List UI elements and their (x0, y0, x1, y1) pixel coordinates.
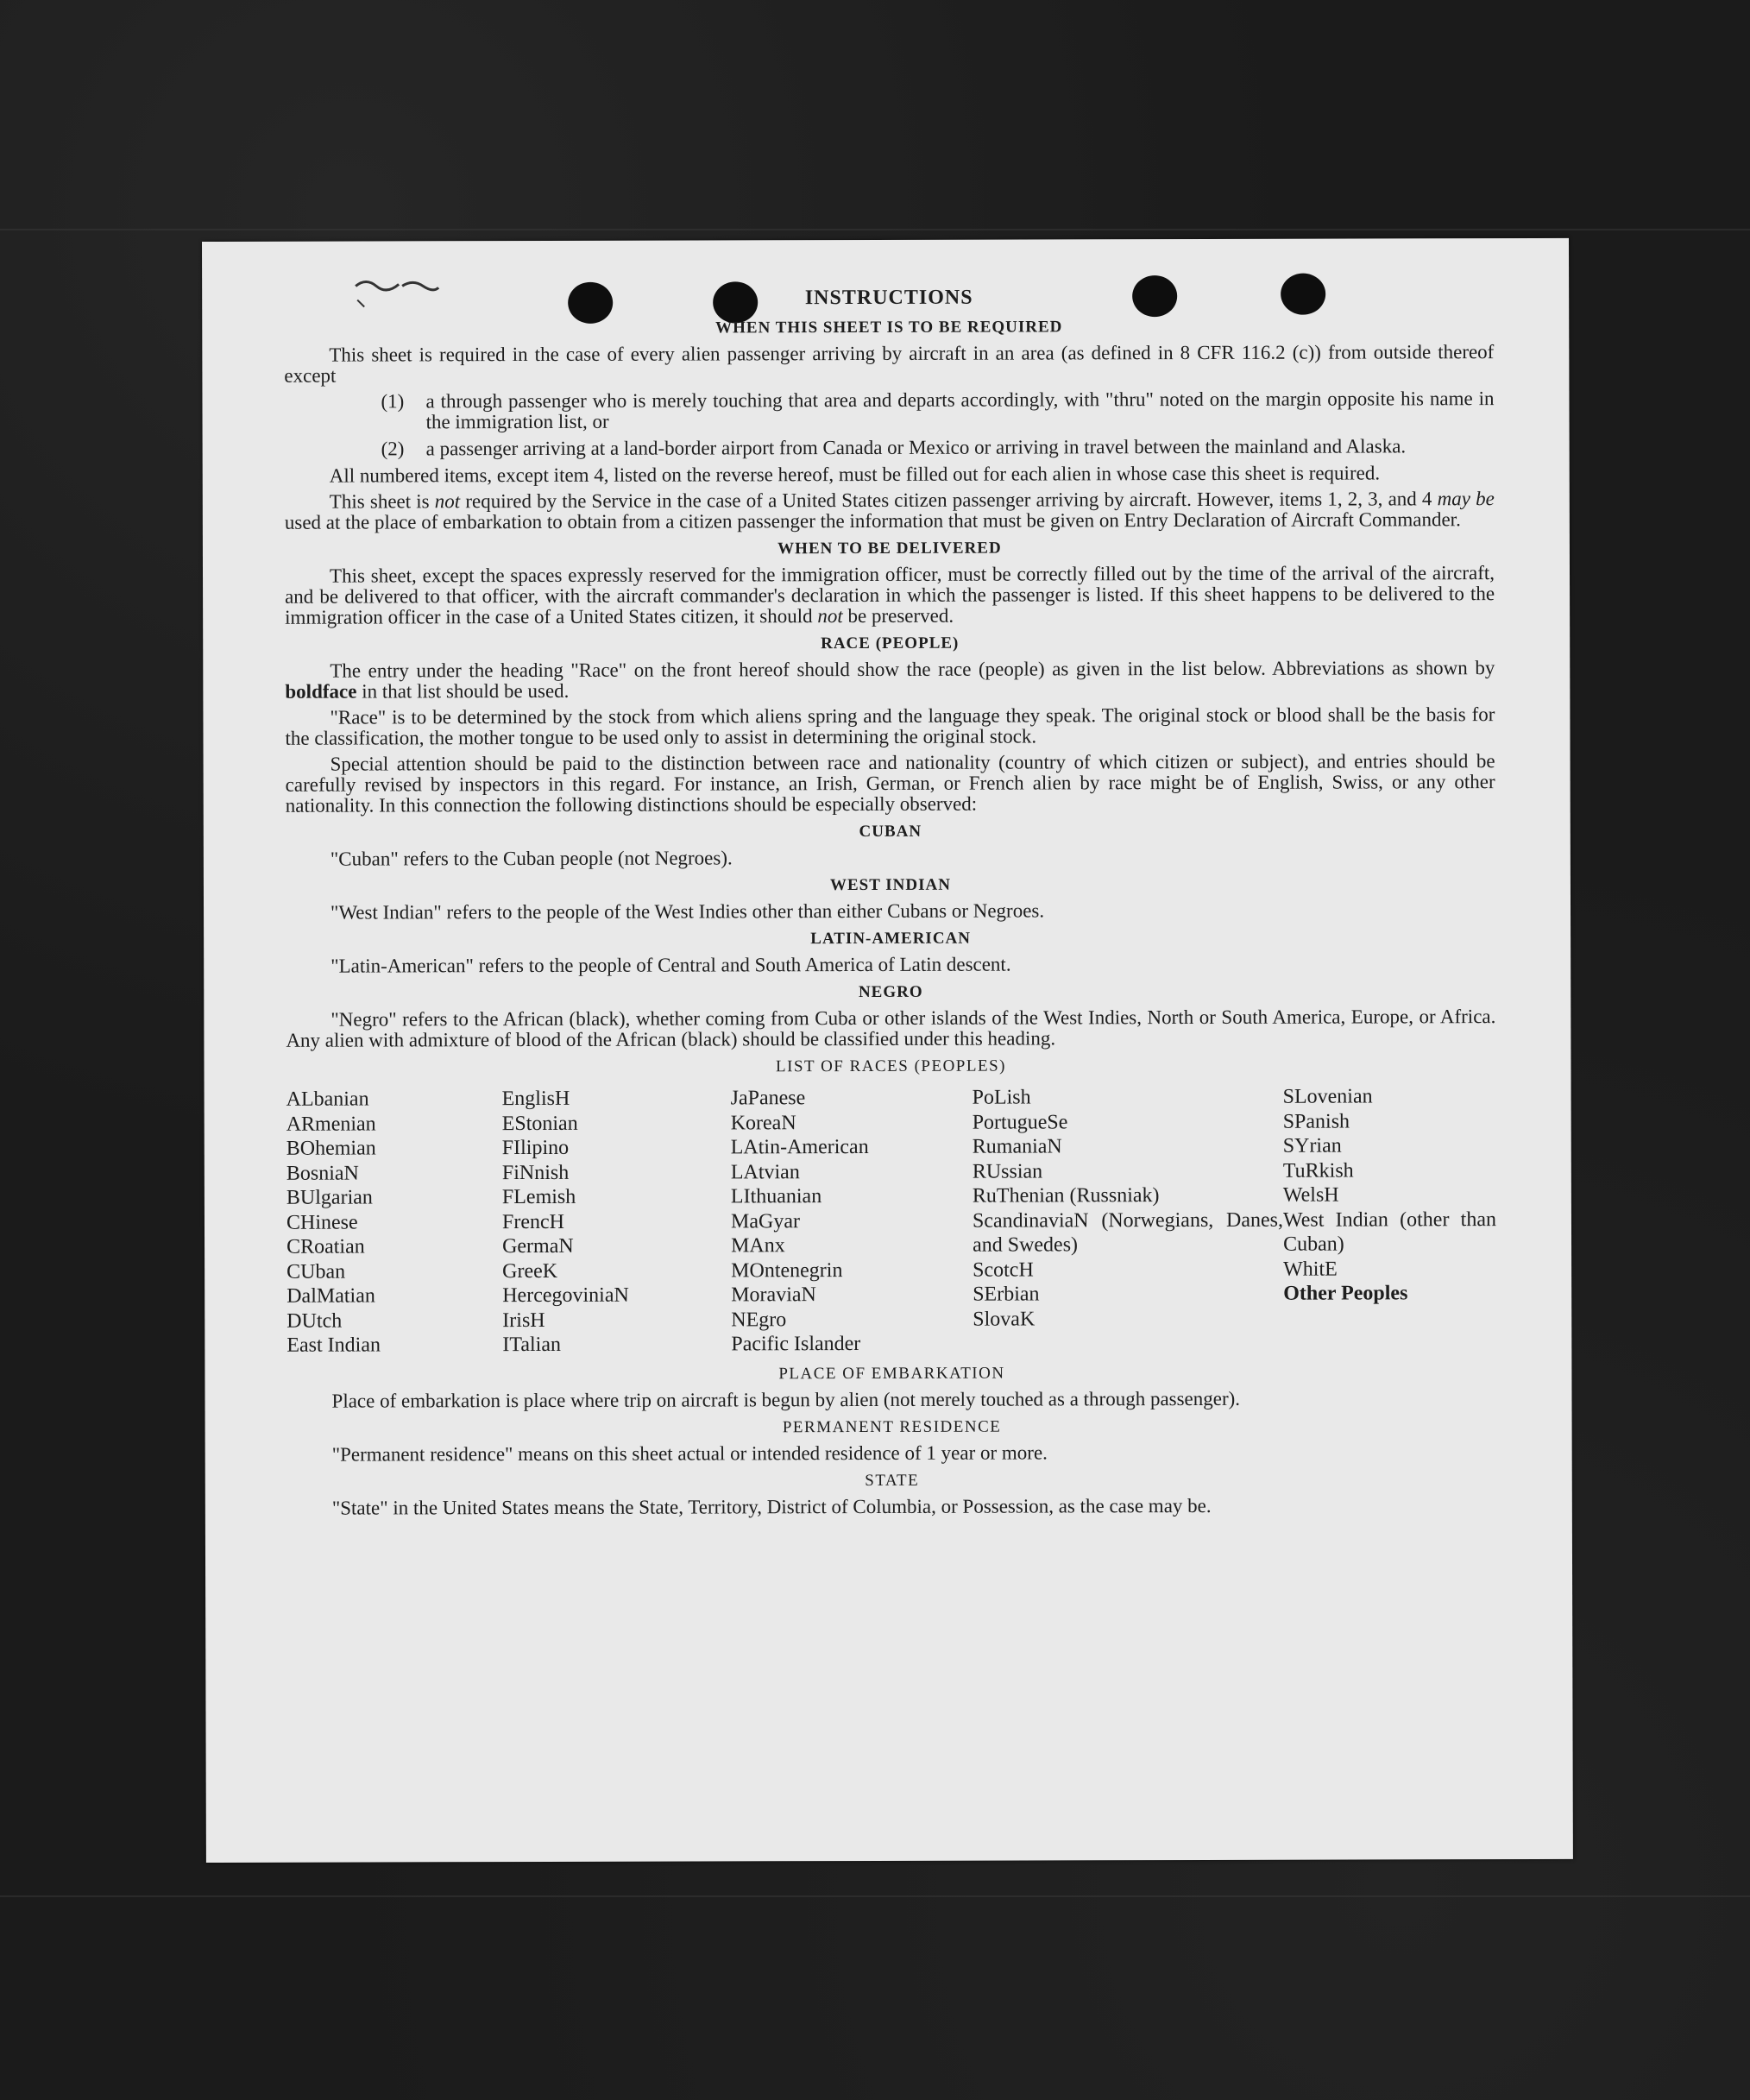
item-number: (2) (381, 438, 405, 460)
heading-cuban: CUBAN (859, 822, 922, 842)
race-entry: JaPanese (730, 1087, 806, 1110)
definition: "West Indian" refers to the people of the West Indies other than either Cubans or Negroes. (330, 899, 1045, 924)
heading-list-of-races: LIST OF RACES (PEOPLES) (776, 1056, 1006, 1076)
heading-latin-american: LATIN-AMERICAN (810, 929, 972, 949)
race-entry: RumaniaN (972, 1135, 1062, 1158)
race-entry: ScandinaviaN (Norwegians, Danes, and Swedes) (972, 1208, 1284, 1257)
race-entry: HercegoviniaN (502, 1283, 629, 1308)
text-span: be preserved. (842, 604, 954, 627)
race-entry: MoraviaN (731, 1283, 816, 1307)
item-text: a through passenger who is merely touching that area and departs accordingly, with "thru" noted on the margin opposite his name in the immigration list, or (425, 388, 1495, 433)
race-entry: ALbanian (286, 1088, 369, 1111)
race-entry: BOhemian (286, 1137, 376, 1160)
item-number: (1) (381, 390, 405, 413)
race-entry: FIlipino (501, 1136, 570, 1160)
race-entry: RUssian (972, 1159, 1043, 1183)
race-entry: DalMatian (286, 1284, 375, 1308)
race-group (973, 1085, 1283, 1208)
text-span: This sheet, except the spaces expressly reserved for the immigration officer, must be correctly filled out by the time of the arrival of the aircraft, and be delivered to that officer, with the aircraft commander's declaration in which the passenger is listed. If this sheet happens to be delivered to the immigration officer in the case of a United States citizen, it should (285, 562, 1495, 628)
paragraph (285, 563, 1495, 628)
heading-race: RACE (PEOPLE) (821, 634, 960, 653)
race-entry: LAtvian (730, 1160, 800, 1183)
definition: "Latin-American" refers to the people of Central and South America of Latin descent. (330, 953, 1011, 977)
race-entry: IrisH (502, 1309, 545, 1332)
race-entry: SYrian (1282, 1134, 1342, 1157)
text-span: in that list should be used. (356, 679, 570, 703)
race-column (502, 1086, 732, 1357)
definition: "Permanent residence" means on this sheet actual or intended residence of 1 year or more. (331, 1441, 1048, 1466)
race-column (286, 1087, 503, 1358)
race-entry: ITalian (502, 1333, 562, 1357)
race-entry: FLemish (501, 1185, 576, 1209)
race-group (973, 1257, 1283, 1331)
race-entry: PoLish (972, 1086, 1031, 1109)
text-span: This sheet is (329, 490, 435, 513)
race-entry: BosniaN (286, 1162, 359, 1185)
race-entry: SlovaK (973, 1307, 1036, 1331)
race-entry: GreeK (502, 1259, 558, 1283)
heading-negro: NEGRO (858, 982, 923, 1002)
text-span: used at the place of embarkation to obtain from a citizen passenger the information that must be given on Entry Declaration of Aircraft Commander. (284, 508, 1461, 533)
race-entry: SLovenian (1282, 1085, 1373, 1108)
race-entry: SPanish (1282, 1110, 1350, 1133)
race-entry: WhitE (1283, 1258, 1338, 1281)
paragraph (285, 658, 1495, 703)
race-entry: FrencH (501, 1210, 564, 1233)
race-entry: ARmenian (286, 1112, 376, 1136)
race-entry: NEgro (731, 1308, 787, 1331)
race-entry: GermaN (502, 1234, 574, 1258)
heading-west-indian: WEST INDIAN (829, 875, 951, 895)
text-span: The entry under the heading "Race" on the front hereof should show the race (people) as given in the list below. Abbreviations as shown by (330, 657, 1495, 682)
heading-when-required: WHEN THIS SHEET IS TO BE REQUIRED (715, 318, 1063, 337)
numbered-item (381, 436, 1495, 459)
scan-artifact-line (0, 1895, 1750, 1897)
race-entry: CUban (286, 1260, 346, 1283)
race-entry: FiNnish (501, 1161, 570, 1184)
race-entry: West Indian (other than Cuban) (1282, 1208, 1497, 1256)
paragraph (285, 489, 1495, 533)
race-entry: East Indian (286, 1334, 381, 1357)
paragraph: "Race" is to be determined by the stock from which aliens spring and the language they speak. The original stock or blood shall be the basis for the classification, the mother tongue to be used only to assist in determining the original stock. (285, 703, 1495, 749)
race-entry: TuRkish (1282, 1159, 1354, 1182)
race-entry: EnglisH (501, 1087, 570, 1111)
race-entry: WelsH (1282, 1183, 1339, 1207)
bold-text: boldface (285, 680, 357, 703)
race-entry: MAnx (731, 1234, 785, 1258)
emphasis: not (434, 490, 461, 513)
item-text: a passenger arriving at a land-border airport from Canada or Mexico or arriving in travel between the mainland and Alaska. (425, 435, 1407, 460)
race-entry: Pacific Islander (731, 1333, 861, 1356)
definition: "State" in the United States means the State, Territory, District of Columbia, or Possession, as the case may be. (331, 1494, 1212, 1519)
race-entry: EStonian (501, 1112, 578, 1135)
race-entry: MOntenegrin (731, 1258, 843, 1282)
definition: "Negro" refers to the African (black), whether coming from Cuba or other islands of the West Indies, North or South America, Europe, or Africa. Any alien with admixture of blood of the African (black) should be classified under this heading. (286, 1006, 1496, 1051)
race-entry: PortugueSe (972, 1110, 1068, 1134)
race-entry: BUlgarian (286, 1186, 373, 1209)
race-column (731, 1086, 973, 1357)
heading-when-delivered: WHEN TO BE DELIVERED (777, 539, 1002, 558)
race-entry: CHinese (286, 1211, 358, 1234)
race-group (1283, 1257, 1496, 1282)
race-entry: LIthuanian (730, 1185, 822, 1208)
race-entry: MaGyar (730, 1209, 800, 1233)
page-title: INSTRUCTIONS (804, 286, 973, 310)
race-entry: KoreaN (730, 1111, 796, 1134)
race-list (286, 1084, 1497, 1358)
paragraph: This sheet is required in the case of every alien passenger arriving by aircraft in an area (as defined in 8 CFR 116.2 (c)) from outside thereof except (284, 341, 1495, 387)
text-span: required by the Service in the case of a United States citizen passenger arriving by aircraft. However, items 1, 2, 3, and 4 (460, 488, 1438, 513)
document-sheet (202, 238, 1573, 1863)
race-entry: SErbian (973, 1283, 1040, 1306)
race-entry: RuThenian (Russniak) (972, 1184, 1160, 1208)
emphasis: may be (1437, 488, 1495, 510)
heading-embarkation: PLACE OF EMBARKATION (778, 1364, 1005, 1383)
race-column (1283, 1084, 1497, 1355)
race-entry: LAtin-American (730, 1135, 869, 1159)
paragraph: All numbered items, except item 4, listed on the reverse hereof, must be filled out for each alien in whose case this sheet is required. (329, 462, 1381, 487)
race-entry: ScotcH (973, 1258, 1034, 1282)
instructions-body (284, 283, 1497, 1523)
race-entry: DUtch (286, 1309, 343, 1333)
emphasis: not (817, 605, 843, 627)
race-column (973, 1085, 1284, 1356)
definition: Place of embarkation is place where trip on aircraft is begun by alien (not merely touched as a through passenger). (331, 1387, 1241, 1412)
paragraph: Special attention should be paid to the distinction between race and nationality (country of which citizen or subject), and entries should be carefully revised by inspectors in this regard. For instance, an Irish, German, or French alien by race might be of English, Swiss, or any other nationality. In this connection the following distinctions should be especially observed: (285, 750, 1495, 817)
race-group (1283, 1084, 1496, 1208)
race-entry: CRoatian (286, 1235, 365, 1258)
definition: "Cuban" refers to the Cuban people (not Negroes). (330, 847, 733, 870)
heading-residence: PERMANENT RESIDENCE (782, 1417, 1002, 1436)
numbered-item (381, 388, 1494, 432)
heading-state: STATE (865, 1471, 920, 1490)
race-entry: Other Peoples (1283, 1282, 1408, 1305)
scan-artifact-line (0, 229, 1750, 230)
